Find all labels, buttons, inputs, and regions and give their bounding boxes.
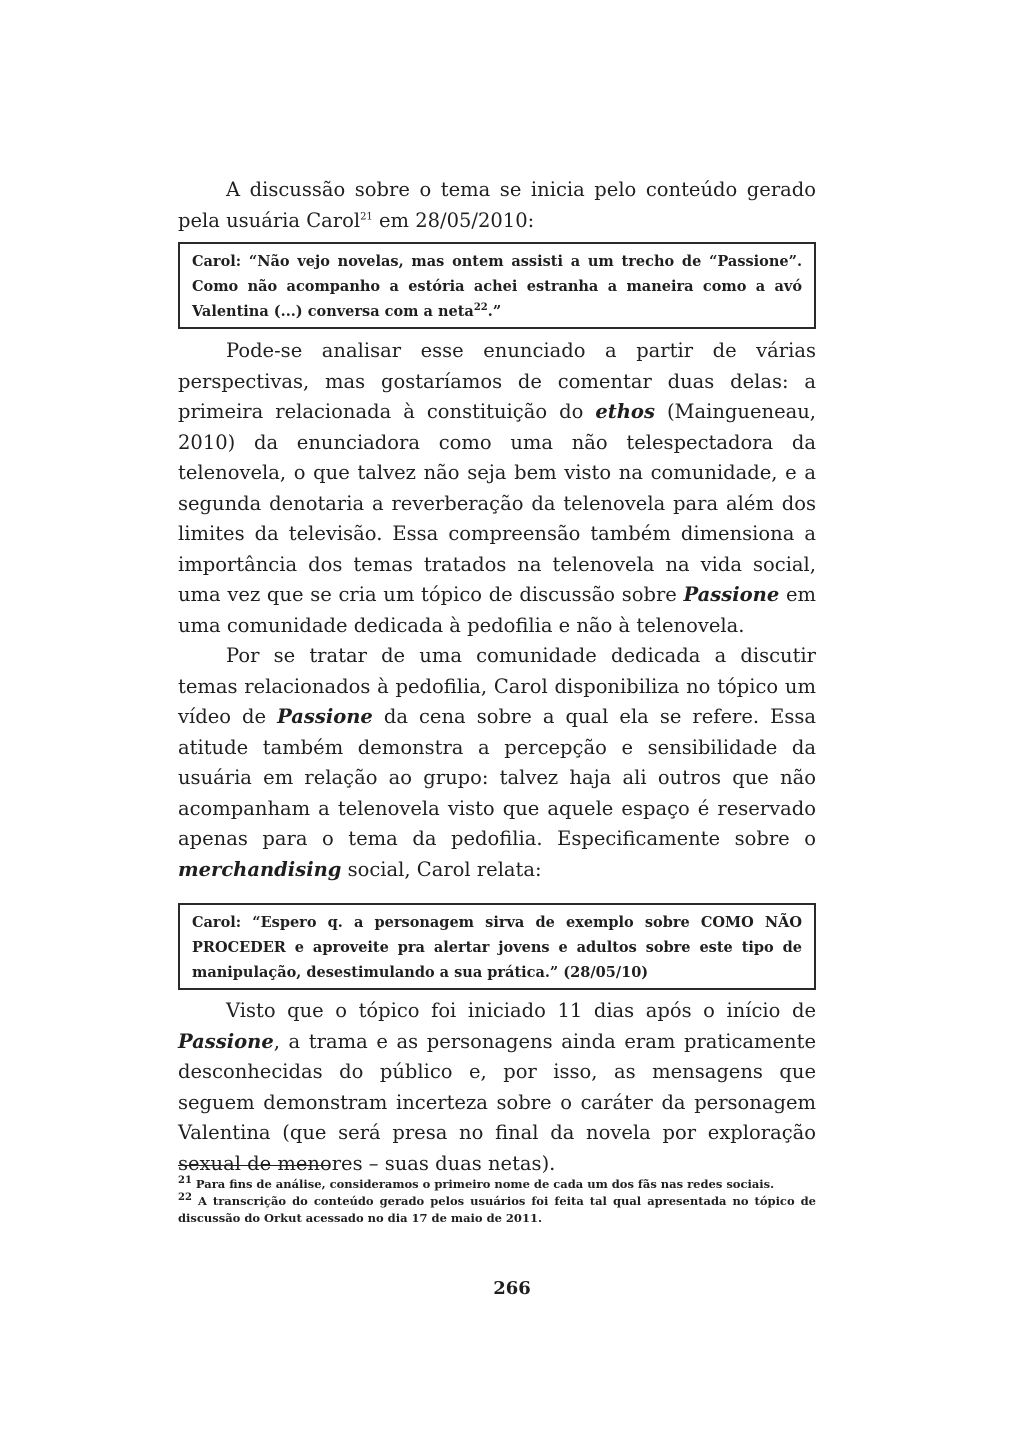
analysis-text-3: em uma comunidade dedicada à pedofilia e não à telenovela. (178, 583, 816, 637)
footnote-22 (178, 1193, 816, 1227)
analysis-text-1: Pode-se analisar esse enunciado a partir de várias perspectivas, mas gostaríamos de comentar duas delas: a primeira relacionada à constituição do (178, 339, 816, 423)
intro-date: em 28/05/2010: (372, 208, 535, 232)
quote-box-carol-2 (178, 903, 816, 990)
footnotes (178, 1176, 816, 1227)
quote-1-text: Carol: “Não vejo novelas, mas ontem assisti a um trecho de “Passione”. Como não acompanho a estória achei estranha a maneira como a avó Valentina (...) conversa com a neta (192, 253, 802, 320)
community-text-2: da cena sobre a qual ela se refere. Essa atitude também demonstra a percepção e sensibilidade da usuária em relação ao grupo: talvez haja ali outros que não acompanham a telenovela visto que aquele espaço é reservado apenas para o tema da pedofilia. Especificamente sobre o (178, 705, 816, 850)
conclusion-text-2: , a trama e as personagens ainda eram praticamente desconhecidas do público e, por isso, as mensagens que seguem demonstram incerteza sobre o caráter da personagem Valentina (que será presa no final da novela por exploração sexual de menores – suas duas netas). (178, 1029, 816, 1175)
quote-2-text: Carol: “Espero q. a personagem sirva de exemplo sobre COMO NÃO PROCEDER e aproveite pra alertar jovens e adultos sobre este tipo de manipulação, desestimulando a sua prática.” (28/05/10) (192, 914, 802, 981)
community-text-3: social, Carol relata: (341, 857, 542, 881)
quote-1-end: .” (487, 303, 502, 320)
passione-title: Passione (683, 583, 780, 606)
footnote-ref-21[interactable]: 21 (360, 211, 373, 222)
footnote-number: 22 (178, 1192, 192, 1204)
analysis-paragraph (178, 336, 816, 641)
page-body (178, 175, 816, 1179)
footnote-divider (178, 1165, 330, 1166)
community-text-1: Por se tratar de uma comunidade dedicada a discutir temas relacionados à pedofilia, Carol disponibiliza no tópico um vídeo de (178, 644, 816, 728)
community-paragraph (178, 641, 816, 885)
analysis-text-2: (Maingueneau, 2010) da enunciadora como uma não telespectadora da telenovela, o que talvez não seja bem visto na comunidade, e a segunda denotaria a reverberação da telenovela para além dos limites da televisão. Essa compreensão também dimensiona a importância dos temas tratados na telenovela na vida social, uma vez que se cria um tópico de discussão sobre (178, 400, 816, 606)
footnote-number: 21 (178, 1175, 192, 1187)
footnote-text: Para fins de análise, consideramos o primeiro nome de cada um dos fãs nas redes sociais. (191, 1177, 775, 1191)
footnote-text: A transcrição do conteúdo gerado pelos usuários foi feita tal qual apresentada no tópico de discussão do Orkut acessado no dia 17 de maio de 2011. (178, 1194, 816, 1225)
quote-box-carol-1 (178, 242, 816, 329)
intro-text: A discussão sobre o tema se inicia pelo conteúdo gerado pela usuária Carol (178, 178, 816, 232)
page-number: 266 (493, 1278, 531, 1299)
footnote-ref-22[interactable]: 22 (473, 302, 488, 314)
footnote-21 (178, 1176, 816, 1193)
merchandising-term: merchandising (178, 857, 342, 881)
passione-title: Passione (178, 1029, 274, 1053)
conclusion-text-1: Visto que o tópico foi iniciado 11 dias após o início de (226, 999, 816, 1022)
passione-title: Passione (277, 705, 373, 728)
ethos-term: ethos (595, 400, 655, 423)
conclusion-paragraph (178, 996, 816, 1179)
intro-paragraph (178, 175, 816, 236)
